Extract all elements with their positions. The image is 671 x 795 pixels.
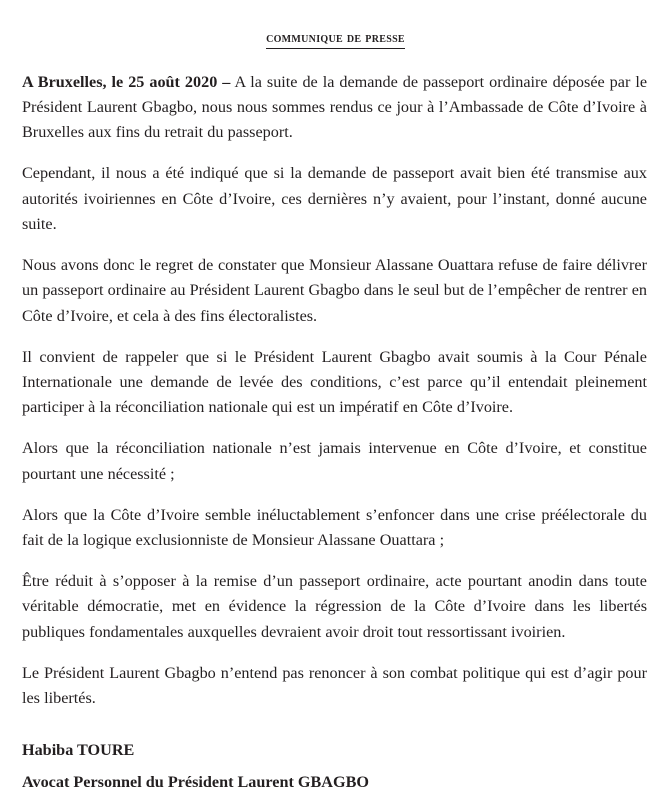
signatory-name: Habiba TOURE bbox=[22, 740, 135, 759]
page-title bbox=[0, 0, 671, 49]
paragraph-4: Il convient de rappeler que si le Président Laurent Gbagbo avait soumis à la Cour Pénale Internationale une demande de levée des conditions, c’est parce qu’il entendait pleinement participer à la réconciliation nationale qui est un impératif en Côte d’Ivoire. bbox=[22, 347, 647, 417]
document-body bbox=[0, 70, 671, 712]
signatory-role: Avocat Personnel du Président Laurent GBAGBO bbox=[22, 772, 369, 791]
signature-block bbox=[0, 738, 671, 795]
paragraph-8: Le Président Laurent Gbagbo n’entend pas renoncer à son combat politique qui est d’agir pour les libertés. bbox=[22, 663, 647, 708]
page-title-text: communique de presse bbox=[266, 31, 405, 49]
paragraph-5: Alors que la réconciliation nationale n’est jamais intervenue en Côte d’Ivoire, et constitue pourtant une nécessité ; bbox=[22, 439, 647, 483]
paragraph-3: Nous avons donc le regret de constater que Monsieur Alassane Ouattara refuse de faire délivrer un passeport ordinaire au Président Laurent Gbagbo dans le seul but de l’empêcher de rentrer en Côte d’Ivoire, et cela à des fins électoralistes. bbox=[22, 255, 647, 325]
paragraph-1-text: A la suite de la demande de passeport ordinaire déposée par le Président Laurent Gbagbo, nous nous sommes rendus ce jour à l’Ambassade de Côte d’Ivoire à Bruxelles aux fins du retrait du passeport. bbox=[22, 72, 648, 142]
paragraph-2: Cependant, il nous a été indiqué que si la demande de passeport avait bien été transmise aux autorités ivoiriennes en Côte d’Ivoire, ces dernières n’y avaient, pour l’instant, donné aucune suite. bbox=[22, 164, 647, 234]
dateline-lead: A Bruxelles, le 25 août 2020 – bbox=[22, 72, 231, 91]
paragraph-1 bbox=[22, 70, 647, 146]
paragraph-6: Alors que la Côte d’Ivoire semble inéluctablement s’enfoncer dans une crise préélectorale du fait de la logique exclusionniste de Monsieur Alassane Ouattara ; bbox=[22, 505, 647, 550]
paragraph-7: Être réduit à s’opposer à la remise d’un passeport ordinaire, acte pourtant anodin dans toute véritable démocratie, met en évidence la régression de la Côte d’Ivoire dans les libertés publiques fondamentales auxquelles devraient avoir droit tout ressortissant ivoirien. bbox=[22, 572, 647, 641]
